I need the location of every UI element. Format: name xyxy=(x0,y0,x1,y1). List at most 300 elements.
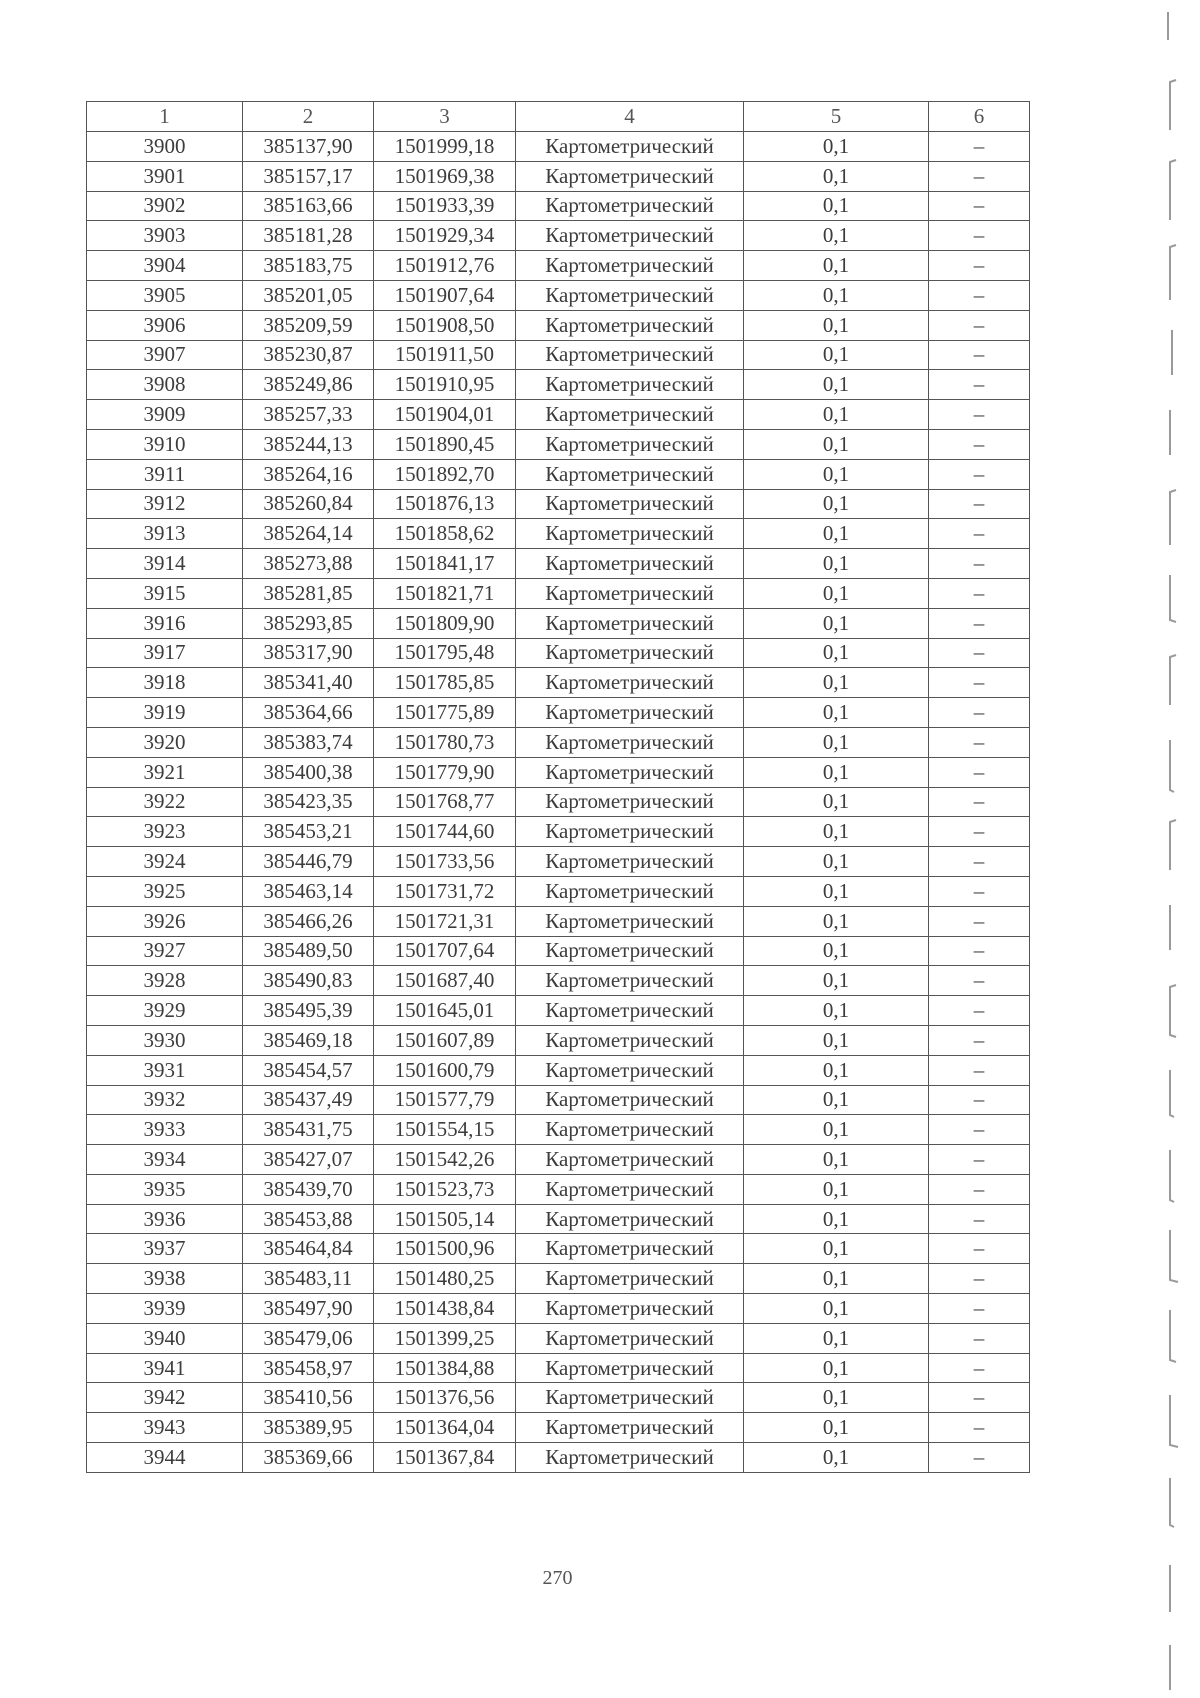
table-cell-col-5: 0,1 xyxy=(744,1413,929,1443)
table-cell-col-2: 385293,85 xyxy=(243,608,374,638)
table-row xyxy=(87,132,1030,162)
table-cell-col-3: 1501500,96 xyxy=(374,1234,516,1264)
table-cell-col-3: 1501542,26 xyxy=(374,1145,516,1175)
table-row xyxy=(87,668,1030,698)
table-cell-col-6: – xyxy=(929,221,1030,251)
table-cell-col-1: 3902 xyxy=(87,191,243,221)
table-cell-col-5: 0,1 xyxy=(744,847,929,877)
table-cell-col-4: Картометрический xyxy=(516,1294,744,1324)
table-cell-col-1: 3913 xyxy=(87,519,243,549)
table-cell-col-3: 1501892,70 xyxy=(374,459,516,489)
table-cell-col-6: – xyxy=(929,1145,1030,1175)
table-cell-col-5: 0,1 xyxy=(744,1353,929,1383)
table-cell-col-4: Картометрический xyxy=(516,161,744,191)
table-row xyxy=(87,459,1030,489)
table-cell-col-5: 0,1 xyxy=(744,787,929,817)
table-cell-col-5: 0,1 xyxy=(744,876,929,906)
table-cell-col-1: 3933 xyxy=(87,1115,243,1145)
table-header-row xyxy=(87,102,1030,132)
table-cell-col-4: Картометрический xyxy=(516,549,744,579)
table-cell-col-4: Картометрический xyxy=(516,787,744,817)
table-row xyxy=(87,1294,1030,1324)
table-cell-col-4: Картометрический xyxy=(516,1085,744,1115)
table-cell-col-2: 385244,13 xyxy=(243,429,374,459)
table-cell-col-1: 3903 xyxy=(87,221,243,251)
table-cell-col-2: 385260,84 xyxy=(243,489,374,519)
table-cell-col-2: 385431,75 xyxy=(243,1115,374,1145)
table-cell-col-4: Картометрический xyxy=(516,459,744,489)
table-cell-col-3: 1501890,45 xyxy=(374,429,516,459)
table-cell-col-5: 0,1 xyxy=(744,727,929,757)
table-cell-col-1: 3936 xyxy=(87,1204,243,1234)
table-cell-col-2: 385464,84 xyxy=(243,1234,374,1264)
table-cell-col-2: 385257,33 xyxy=(243,400,374,430)
table-cell-col-4: Картометрический xyxy=(516,668,744,698)
table-cell-col-6: – xyxy=(929,1174,1030,1204)
table-cell-col-5: 0,1 xyxy=(744,668,929,698)
table-cell-col-2: 385423,35 xyxy=(243,787,374,817)
table-cell-col-6: – xyxy=(929,578,1030,608)
table-row xyxy=(87,1353,1030,1383)
table-cell-col-5: 0,1 xyxy=(744,608,929,638)
table-row xyxy=(87,489,1030,519)
table-cell-col-1: 3940 xyxy=(87,1323,243,1353)
table-cell-col-4: Картометрический xyxy=(516,251,744,281)
table-cell-col-6: – xyxy=(929,400,1030,430)
coordinates-table xyxy=(86,101,1030,1473)
table-cell-col-5: 0,1 xyxy=(744,191,929,221)
table-cell-col-4: Картометрический xyxy=(516,966,744,996)
table-cell-col-1: 3917 xyxy=(87,638,243,668)
table-cell-col-1: 3922 xyxy=(87,787,243,817)
table-row xyxy=(87,996,1030,1026)
table-row xyxy=(87,608,1030,638)
table-cell-col-5: 0,1 xyxy=(744,1234,929,1264)
table-cell-col-6: – xyxy=(929,876,1030,906)
table-cell-col-2: 385201,05 xyxy=(243,280,374,310)
table-cell-col-3: 1501687,40 xyxy=(374,966,516,996)
table-cell-col-3: 1501999,18 xyxy=(374,132,516,162)
table-cell-col-3: 1501733,56 xyxy=(374,847,516,877)
table-cell-col-4: Картометрический xyxy=(516,608,744,638)
table-cell-col-3: 1501795,48 xyxy=(374,638,516,668)
table-cell-col-2: 385495,39 xyxy=(243,996,374,1026)
table-cell-col-5: 0,1 xyxy=(744,519,929,549)
table-cell-col-3: 1501768,77 xyxy=(374,787,516,817)
table-cell-col-6: – xyxy=(929,996,1030,1026)
table-cell-col-1: 3906 xyxy=(87,310,243,340)
table-cell-col-3: 1501505,14 xyxy=(374,1204,516,1234)
table-cell-col-3: 1501523,73 xyxy=(374,1174,516,1204)
table-cell-col-2: 385341,40 xyxy=(243,668,374,698)
table-cell-col-4: Картометрический xyxy=(516,400,744,430)
table-cell-col-1: 3905 xyxy=(87,280,243,310)
header-cell-2: 2 xyxy=(243,102,374,132)
table-cell-col-1: 3916 xyxy=(87,608,243,638)
table-cell-col-4: Картометрический xyxy=(516,1413,744,1443)
table-cell-col-2: 385249,86 xyxy=(243,370,374,400)
header-cell-6: 6 xyxy=(929,102,1030,132)
table-cell-col-1: 3938 xyxy=(87,1264,243,1294)
table-cell-col-3: 1501707,64 xyxy=(374,936,516,966)
table-cell-col-1: 3923 xyxy=(87,817,243,847)
table-cell-col-6: – xyxy=(929,638,1030,668)
table-cell-col-4: Картометрический xyxy=(516,1443,744,1473)
table-cell-col-4: Картометрический xyxy=(516,340,744,370)
table-cell-col-5: 0,1 xyxy=(744,132,929,162)
table-row xyxy=(87,370,1030,400)
table-row xyxy=(87,1115,1030,1145)
table-cell-col-6: – xyxy=(929,251,1030,281)
table-cell-col-1: 3925 xyxy=(87,876,243,906)
table-cell-col-1: 3901 xyxy=(87,161,243,191)
table-cell-col-4: Картометрический xyxy=(516,221,744,251)
binding-margin-marks xyxy=(1158,0,1188,1698)
table-cell-col-5: 0,1 xyxy=(744,429,929,459)
table-cell-col-1: 3908 xyxy=(87,370,243,400)
table-cell-col-3: 1501785,85 xyxy=(374,668,516,698)
table-cell-col-2: 385317,90 xyxy=(243,638,374,668)
table-cell-col-6: – xyxy=(929,1353,1030,1383)
table-cell-col-5: 0,1 xyxy=(744,966,929,996)
table-cell-col-3: 1501912,76 xyxy=(374,251,516,281)
table-cell-col-6: – xyxy=(929,1294,1030,1324)
table-cell-col-5: 0,1 xyxy=(744,996,929,1026)
table-cell-col-6: – xyxy=(929,698,1030,728)
table-cell-col-6: – xyxy=(929,1443,1030,1473)
table-row xyxy=(87,280,1030,310)
table-cell-col-3: 1501600,79 xyxy=(374,1055,516,1085)
table-cell-col-4: Картометрический xyxy=(516,1055,744,1085)
table-cell-col-1: 3937 xyxy=(87,1234,243,1264)
table-row xyxy=(87,1174,1030,1204)
table-cell-col-6: – xyxy=(929,549,1030,579)
table-cell-col-1: 3920 xyxy=(87,727,243,757)
table-cell-col-2: 385427,07 xyxy=(243,1145,374,1175)
table-cell-col-1: 3907 xyxy=(87,340,243,370)
table-row xyxy=(87,578,1030,608)
table-cell-col-5: 0,1 xyxy=(744,280,929,310)
table-cell-col-5: 0,1 xyxy=(744,578,929,608)
table-cell-col-1: 3943 xyxy=(87,1413,243,1443)
table-row xyxy=(87,340,1030,370)
table-cell-col-2: 385439,70 xyxy=(243,1174,374,1204)
table-cell-col-4: Картометрический xyxy=(516,578,744,608)
table-cell-col-5: 0,1 xyxy=(744,1145,929,1175)
table-row xyxy=(87,191,1030,221)
table-cell-col-2: 385230,87 xyxy=(243,340,374,370)
table-cell-col-5: 0,1 xyxy=(744,698,929,728)
table-cell-col-1: 3921 xyxy=(87,757,243,787)
table-cell-col-1: 3928 xyxy=(87,966,243,996)
table-cell-col-2: 385264,14 xyxy=(243,519,374,549)
table-cell-col-4: Картометрический xyxy=(516,936,744,966)
table-cell-col-5: 0,1 xyxy=(744,817,929,847)
table-cell-col-4: Картометрический xyxy=(516,638,744,668)
table-cell-col-2: 385454,57 xyxy=(243,1055,374,1085)
header-cell-3: 3 xyxy=(374,102,516,132)
table-cell-col-1: 3904 xyxy=(87,251,243,281)
table-cell-col-1: 3912 xyxy=(87,489,243,519)
table-cell-col-1: 3918 xyxy=(87,668,243,698)
table-row xyxy=(87,1264,1030,1294)
table-cell-col-4: Картометрический xyxy=(516,1174,744,1204)
table-cell-col-5: 0,1 xyxy=(744,1443,929,1473)
table-cell-col-6: – xyxy=(929,906,1030,936)
table-cell-col-5: 0,1 xyxy=(744,1115,929,1145)
table-cell-col-2: 385446,79 xyxy=(243,847,374,877)
table-cell-col-6: – xyxy=(929,429,1030,459)
table-cell-col-3: 1501721,31 xyxy=(374,906,516,936)
table-cell-col-6: – xyxy=(929,370,1030,400)
table-cell-col-3: 1501744,60 xyxy=(374,817,516,847)
table-cell-col-3: 1501399,25 xyxy=(374,1323,516,1353)
table-cell-col-1: 3944 xyxy=(87,1443,243,1473)
table-cell-col-5: 0,1 xyxy=(744,1383,929,1413)
table-cell-col-5: 0,1 xyxy=(744,1323,929,1353)
table-cell-col-5: 0,1 xyxy=(744,340,929,370)
table-cell-col-6: – xyxy=(929,1055,1030,1085)
table-cell-col-2: 385163,66 xyxy=(243,191,374,221)
table-row xyxy=(87,906,1030,936)
table-cell-col-4: Картометрический xyxy=(516,1145,744,1175)
table-cell-col-2: 385157,17 xyxy=(243,161,374,191)
table-cell-col-5: 0,1 xyxy=(744,400,929,430)
table-cell-col-4: Картометрический xyxy=(516,1025,744,1055)
table-cell-col-5: 0,1 xyxy=(744,906,929,936)
table-cell-col-2: 385389,95 xyxy=(243,1413,374,1443)
table-cell-col-5: 0,1 xyxy=(744,549,929,579)
table-row xyxy=(87,698,1030,728)
table-cell-col-1: 3900 xyxy=(87,132,243,162)
table-cell-col-5: 0,1 xyxy=(744,1264,929,1294)
table-cell-col-1: 3941 xyxy=(87,1353,243,1383)
table-row xyxy=(87,1204,1030,1234)
table-row xyxy=(87,787,1030,817)
table-cell-col-5: 0,1 xyxy=(744,489,929,519)
table-cell-col-6: – xyxy=(929,280,1030,310)
table-cell-col-3: 1501907,64 xyxy=(374,280,516,310)
table-row xyxy=(87,429,1030,459)
table-row xyxy=(87,936,1030,966)
table-cell-col-3: 1501910,95 xyxy=(374,370,516,400)
table-cell-col-2: 385489,50 xyxy=(243,936,374,966)
table-cell-col-4: Картометрический xyxy=(516,191,744,221)
table-cell-col-4: Картометрический xyxy=(516,280,744,310)
table-cell-col-1: 3914 xyxy=(87,549,243,579)
table-cell-col-2: 385273,88 xyxy=(243,549,374,579)
table-cell-col-4: Картометрический xyxy=(516,1264,744,1294)
table-cell-col-5: 0,1 xyxy=(744,459,929,489)
table-cell-col-4: Картометрический xyxy=(516,1115,744,1145)
table-cell-col-3: 1501731,72 xyxy=(374,876,516,906)
table-cell-col-4: Картометрический xyxy=(516,1323,744,1353)
table-row xyxy=(87,400,1030,430)
table-cell-col-4: Картометрический xyxy=(516,996,744,1026)
table-cell-col-5: 0,1 xyxy=(744,1204,929,1234)
table-row xyxy=(87,221,1030,251)
table-cell-col-2: 385453,21 xyxy=(243,817,374,847)
table-cell-col-6: – xyxy=(929,787,1030,817)
table-cell-col-3: 1501554,15 xyxy=(374,1115,516,1145)
table-cell-col-6: – xyxy=(929,340,1030,370)
table-row xyxy=(87,1443,1030,1473)
table-cell-col-5: 0,1 xyxy=(744,757,929,787)
table-cell-col-4: Картометрический xyxy=(516,310,744,340)
table-cell-col-5: 0,1 xyxy=(744,1055,929,1085)
table-cell-col-1: 3910 xyxy=(87,429,243,459)
table-cell-col-1: 3942 xyxy=(87,1383,243,1413)
table-cell-col-6: – xyxy=(929,817,1030,847)
table-row xyxy=(87,549,1030,579)
table-cell-col-1: 3932 xyxy=(87,1085,243,1115)
table-cell-col-3: 1501364,04 xyxy=(374,1413,516,1443)
table-cell-col-2: 385497,90 xyxy=(243,1294,374,1324)
header-cell-1: 1 xyxy=(87,102,243,132)
table-cell-col-1: 3915 xyxy=(87,578,243,608)
table-cell-col-3: 1501775,89 xyxy=(374,698,516,728)
table-cell-col-4: Картометрический xyxy=(516,876,744,906)
table-cell-col-2: 385463,14 xyxy=(243,876,374,906)
table-cell-col-2: 385264,16 xyxy=(243,459,374,489)
table-cell-col-6: – xyxy=(929,1204,1030,1234)
table-cell-col-2: 385369,66 xyxy=(243,1443,374,1473)
table-row xyxy=(87,1323,1030,1353)
table-row xyxy=(87,876,1030,906)
table-cell-col-3: 1501607,89 xyxy=(374,1025,516,1055)
table-cell-col-3: 1501904,01 xyxy=(374,400,516,430)
table-cell-col-6: – xyxy=(929,489,1030,519)
table-cell-col-3: 1501929,34 xyxy=(374,221,516,251)
table-cell-col-3: 1501858,62 xyxy=(374,519,516,549)
table-cell-col-4: Картометрический xyxy=(516,698,744,728)
table-cell-col-2: 385479,06 xyxy=(243,1323,374,1353)
table-cell-col-6: – xyxy=(929,1383,1030,1413)
table-row xyxy=(87,1234,1030,1264)
table-row xyxy=(87,1413,1030,1443)
table-row xyxy=(87,251,1030,281)
table-body xyxy=(87,132,1030,1473)
table-row xyxy=(87,1383,1030,1413)
table-cell-col-3: 1501969,38 xyxy=(374,161,516,191)
table-cell-col-3: 1501480,25 xyxy=(374,1264,516,1294)
table-cell-col-5: 0,1 xyxy=(744,936,929,966)
table-cell-col-3: 1501821,71 xyxy=(374,578,516,608)
table-cell-col-4: Картометрический xyxy=(516,429,744,459)
table-cell-col-4: Картометрический xyxy=(516,817,744,847)
table-cell-col-1: 3926 xyxy=(87,906,243,936)
table-cell-col-3: 1501933,39 xyxy=(374,191,516,221)
table-cell-col-1: 3931 xyxy=(87,1055,243,1085)
table-cell-col-3: 1501577,79 xyxy=(374,1085,516,1115)
table-cell-col-1: 3924 xyxy=(87,847,243,877)
table-cell-col-5: 0,1 xyxy=(744,1085,929,1115)
table-cell-col-3: 1501384,88 xyxy=(374,1353,516,1383)
table-cell-col-3: 1501841,17 xyxy=(374,549,516,579)
table-cell-col-4: Картометрический xyxy=(516,519,744,549)
table-cell-col-6: – xyxy=(929,1025,1030,1055)
table-cell-col-1: 3934 xyxy=(87,1145,243,1175)
table-cell-col-6: – xyxy=(929,1413,1030,1443)
table-row xyxy=(87,638,1030,668)
table-row xyxy=(87,757,1030,787)
table-cell-col-3: 1501376,56 xyxy=(374,1383,516,1413)
table-cell-col-2: 385281,85 xyxy=(243,578,374,608)
table-cell-col-2: 385383,74 xyxy=(243,727,374,757)
table-cell-col-2: 385437,49 xyxy=(243,1085,374,1115)
table-cell-col-3: 1501809,90 xyxy=(374,608,516,638)
table-cell-col-6: – xyxy=(929,727,1030,757)
table-cell-col-5: 0,1 xyxy=(744,1294,929,1324)
table-cell-col-4: Картометрический xyxy=(516,906,744,936)
table-cell-col-1: 3935 xyxy=(87,1174,243,1204)
table-row xyxy=(87,966,1030,996)
table-cell-col-1: 3939 xyxy=(87,1294,243,1324)
table-cell-col-6: – xyxy=(929,1085,1030,1115)
table-cell-col-2: 385183,75 xyxy=(243,251,374,281)
table-cell-col-2: 385209,59 xyxy=(243,310,374,340)
header-cell-5: 5 xyxy=(744,102,929,132)
table-row xyxy=(87,161,1030,191)
table-cell-col-3: 1501780,73 xyxy=(374,727,516,757)
table-cell-col-6: – xyxy=(929,161,1030,191)
table-cell-col-6: – xyxy=(929,1323,1030,1353)
table-cell-col-3: 1501645,01 xyxy=(374,996,516,1026)
table-cell-col-1: 3929 xyxy=(87,996,243,1026)
table-cell-col-6: – xyxy=(929,519,1030,549)
table-cell-col-4: Картометрический xyxy=(516,370,744,400)
table-cell-col-4: Картометрический xyxy=(516,727,744,757)
table-cell-col-5: 0,1 xyxy=(744,221,929,251)
table-cell-col-5: 0,1 xyxy=(744,370,929,400)
page-number: 270 xyxy=(542,1567,573,1589)
table-cell-col-6: – xyxy=(929,132,1030,162)
table-row xyxy=(87,310,1030,340)
table-cell-col-3: 1501876,13 xyxy=(374,489,516,519)
table-cell-col-2: 385400,38 xyxy=(243,757,374,787)
table-cell-col-5: 0,1 xyxy=(744,161,929,191)
table-cell-col-6: – xyxy=(929,1264,1030,1294)
table-row xyxy=(87,817,1030,847)
table-cell-col-4: Картометрический xyxy=(516,1204,744,1234)
table-cell-col-5: 0,1 xyxy=(744,1174,929,1204)
table-cell-col-3: 1501911,50 xyxy=(374,340,516,370)
table-cell-col-2: 385453,88 xyxy=(243,1204,374,1234)
table-cell-col-6: – xyxy=(929,757,1030,787)
table-row xyxy=(87,1055,1030,1085)
table-cell-col-4: Картометрический xyxy=(516,1353,744,1383)
table-cell-col-2: 385137,90 xyxy=(243,132,374,162)
table-cell-col-6: – xyxy=(929,459,1030,489)
table-cell-col-2: 385466,26 xyxy=(243,906,374,936)
table-cell-col-6: – xyxy=(929,936,1030,966)
table-cell-col-4: Картометрический xyxy=(516,847,744,877)
table-row xyxy=(87,847,1030,877)
table-cell-col-1: 3909 xyxy=(87,400,243,430)
table-cell-col-2: 385458,97 xyxy=(243,1353,374,1383)
table-cell-col-3: 1501908,50 xyxy=(374,310,516,340)
table-cell-col-2: 385181,28 xyxy=(243,221,374,251)
table-row xyxy=(87,1145,1030,1175)
table-row xyxy=(87,1085,1030,1115)
table-cell-col-3: 1501367,84 xyxy=(374,1443,516,1473)
table-row xyxy=(87,519,1030,549)
table-cell-col-6: – xyxy=(929,191,1030,221)
table-cell-col-4: Картометрический xyxy=(516,489,744,519)
table-cell-col-3: 1501438,84 xyxy=(374,1294,516,1324)
table-cell-col-5: 0,1 xyxy=(744,251,929,281)
table-cell-col-5: 0,1 xyxy=(744,638,929,668)
